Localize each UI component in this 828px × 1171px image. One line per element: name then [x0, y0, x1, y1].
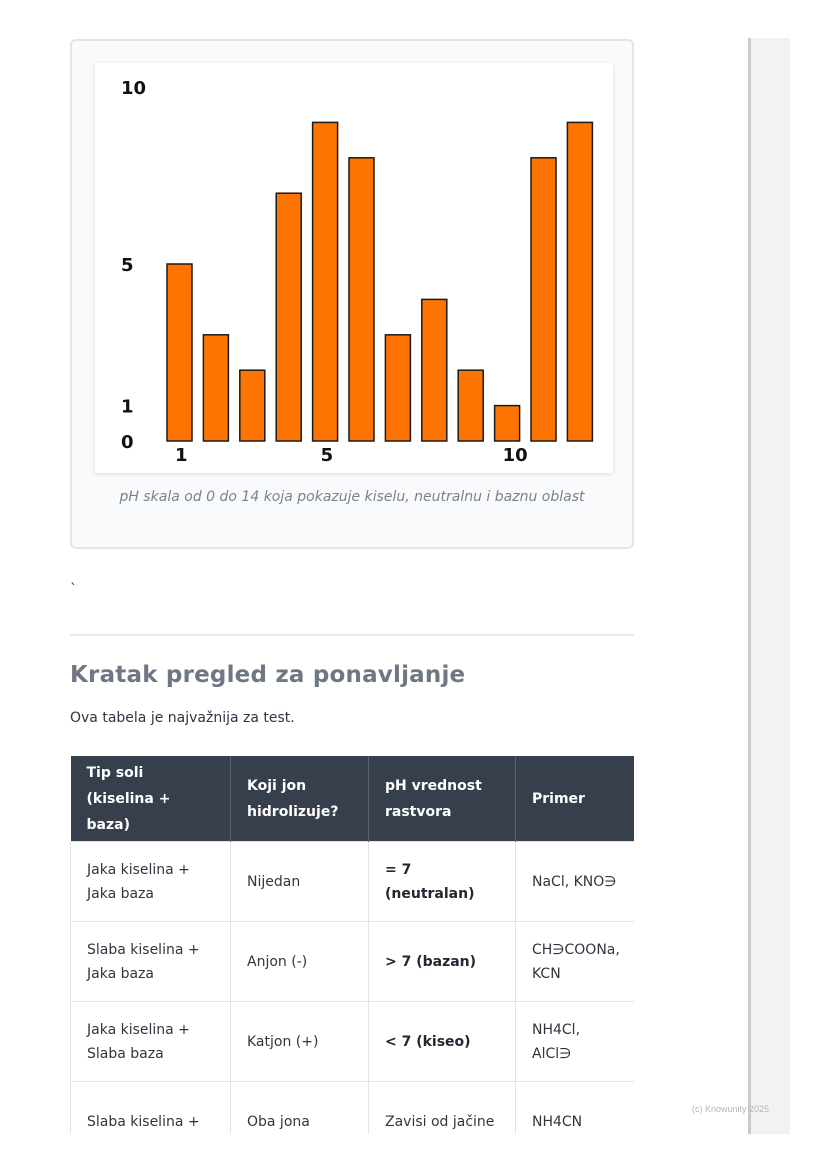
cell-salt-type: Slaba kiselina + — [71, 1082, 231, 1135]
table-row — [71, 1002, 635, 1082]
cell-example: NH4Cl, AlCl∋ — [516, 1002, 635, 1082]
x-tick-label: 5 — [320, 445, 334, 466]
cell-hydrolyzing-ion: Anjon (-) — [231, 922, 369, 1002]
bar-10 — [495, 406, 520, 441]
bar-2 — [203, 335, 228, 441]
table-header-row — [71, 756, 635, 842]
y-tick-label: 5 — [121, 255, 134, 276]
cell-salt-type: Jaka kiselina + Jaka baza — [71, 842, 231, 922]
bar-9 — [458, 370, 483, 441]
bar-8 — [422, 299, 447, 441]
stray-backtick: ` — [70, 582, 77, 598]
bar-12 — [567, 122, 592, 441]
cell-salt-type: Jaka kiselina + Slaba baza — [71, 1002, 231, 1082]
header-hydrolyzing-ion: Koji jon hidrolizuje? — [231, 756, 369, 842]
summary-table-container — [70, 756, 634, 1134]
copyright-note: (c) Knowunity 2025 — [692, 1104, 770, 1114]
bar-7 — [385, 335, 410, 441]
bar-1 — [167, 264, 192, 441]
table-row — [71, 1082, 635, 1135]
figure-caption: pH skala od 0 do 14 koja pokazuje kiselu, neutralnu i baznu oblast — [119, 489, 585, 505]
bar-11 — [531, 158, 556, 441]
page-scroll-edge — [748, 38, 790, 1134]
cell-example: NH4CN — [516, 1082, 635, 1135]
cell-ph-value: > 7 (bazan) — [369, 922, 516, 1002]
cell-example: NaCl, KNO∋ — [516, 842, 635, 922]
figure-card — [70, 39, 634, 549]
cell-hydrolyzing-ion: Nijedan — [231, 842, 369, 922]
header-example: Primer — [516, 756, 635, 842]
section-intro: Ova tabela je najvažnija za test. — [70, 710, 295, 726]
header-salt-type: Tip soli (kiselina + baza) — [71, 756, 231, 842]
cell-hydrolyzing-ion: Oba jona — [231, 1082, 369, 1135]
cell-ph-value: < 7 (kiseo) — [369, 1002, 516, 1082]
cell-salt-type: Slaba kiselina + Jaka baza — [71, 922, 231, 1002]
y-tick-label: 10 — [121, 78, 147, 99]
header-ph-value: pH vrednost rastvora — [369, 756, 516, 842]
bar-chart — [95, 63, 613, 473]
x-tick-label: 1 — [175, 445, 188, 466]
cell-hydrolyzing-ion: Katjon (+) — [231, 1002, 369, 1082]
table-row — [71, 842, 635, 922]
table-row — [71, 922, 635, 1002]
summary-table — [70, 756, 634, 1134]
bar-6 — [349, 158, 374, 441]
y-tick-label: 1 — [121, 396, 134, 418]
section-title: Kratak pregled za ponavljanje — [70, 662, 466, 688]
bar-3 — [240, 370, 265, 441]
cell-ph-value: Zavisi od jačine — [369, 1082, 516, 1135]
y-tick-label: 0 — [121, 432, 134, 453]
x-tick-label: 10 — [502, 445, 528, 466]
bar-5 — [313, 122, 338, 441]
chart-svg — [95, 63, 613, 473]
section-divider — [70, 634, 634, 636]
cell-ph-value: = 7 (neutralan) — [369, 842, 516, 922]
cell-example: CH∋COONa, KCN — [516, 922, 635, 1002]
bar-4 — [276, 193, 301, 441]
